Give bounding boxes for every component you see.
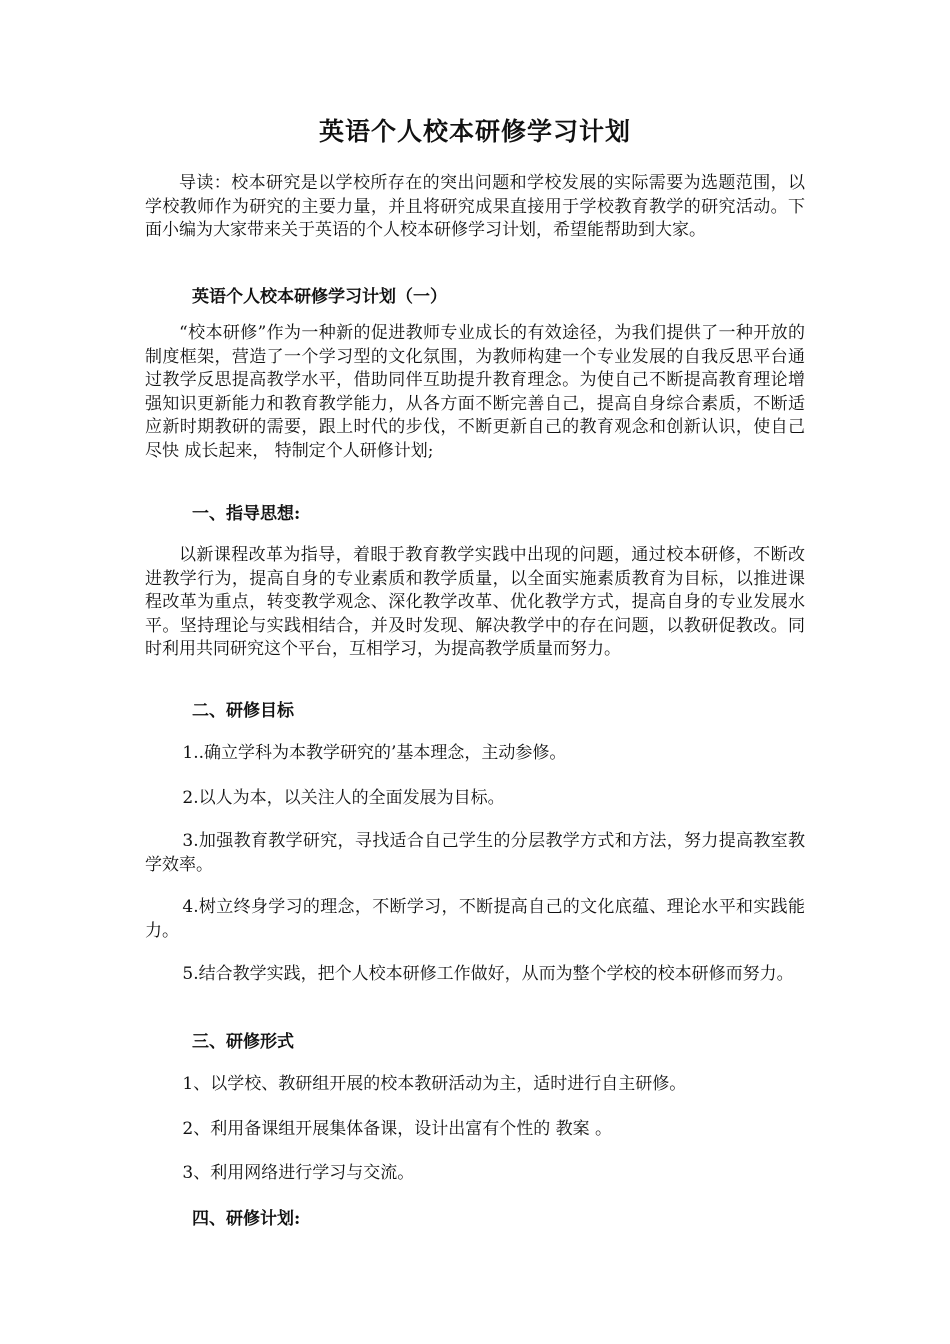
goal-item-1: 1..确立学科为本教学研究的’基本理念，主动参修。 <box>182 743 567 763</box>
heading-goals: 二、研修目标 <box>192 701 294 721</box>
form-item-3: 3、利用网络进行学习与交流。 <box>182 1163 415 1183</box>
heading-forms: 三、研修形式 <box>192 1032 294 1052</box>
goal-item-2: 2.以人为本，以关注人的全面发展为目标。 <box>182 788 505 808</box>
paragraph-1: “校本研修”作为一种新的促进教师专业成长的有效途径，为我们提供了一种开放的制度框架，营造了一个学习型的文化氛围，为教师构建一个专业发展的自我反思平台通过教学反思提高教学水平，借助同伴互助提升教育理念。为使自己不断提高教育理论增强知识更新能力和教育教学能力，从各方面不断完善自己，提高自身综合素质，不断适应新时期教研的需要，跟上时代的步伐，不断更新自己的教育观念和创新认识，使自己尽快 成长起来， 特制定个人研修计划; <box>145 323 805 461</box>
intro-paragraph: 导读：校本研究是以学校所存在的突出问题和学校发展的实际需要为选题范围，以学校教师作为研究的主要力量，并且将研究成果直接用于学校教育教学的研究活动。下面小编为大家带来关于英语的个人校本研修学习计划，希望能帮助到大家。 <box>145 173 805 240</box>
heading-plan: 四、研修计划: <box>192 1209 301 1229</box>
goal-item-3: 3.加强教育教学研究，寻找适合自己学生的分层教学方式和方法，努力提高教室教学效率。 <box>145 831 805 875</box>
paragraph-2: 以新课程改革为指导，着眼于教育教学实践中出现的问题，通过校本研修，不断改进教学行为，提高自身的专业素质和教学质量，以全面实施素质教育为目标，以推进课程改革为重点，转变教学观念、深化教学改革、优化教学方式，提高自身的专业发展水平。坚持理论与实践相结合，并及时发现、解决教学中的存在问题，以教研促教改。同时利用共同研究这个平台，互相学习，为提高教学质量而努力。 <box>145 545 805 659</box>
section-title: 英语个人校本研修学习计划（一） <box>192 287 447 307</box>
document-title: 英语个人校本研修学习计划 <box>318 117 631 146</box>
form-item-1: 1、以学校、教研组开展的校本教研活动为主，适时进行自主研修。 <box>182 1074 687 1094</box>
goal-item-4: 4.树立终身学习的理念，不断学习，不断提高自己的文化底蕴、理论水平和实践能力。 <box>145 897 805 941</box>
goal-item-5: 5.结合教学实践，把个人校本研修工作做好，从而为整个学校的校本研修而努力。 <box>182 964 794 984</box>
heading-guiding-thought: 一、指导思想: <box>192 504 301 524</box>
form-item-2: 2、利用备课组开展集体备课，设计出富有个性的 教案 。 <box>182 1119 613 1139</box>
